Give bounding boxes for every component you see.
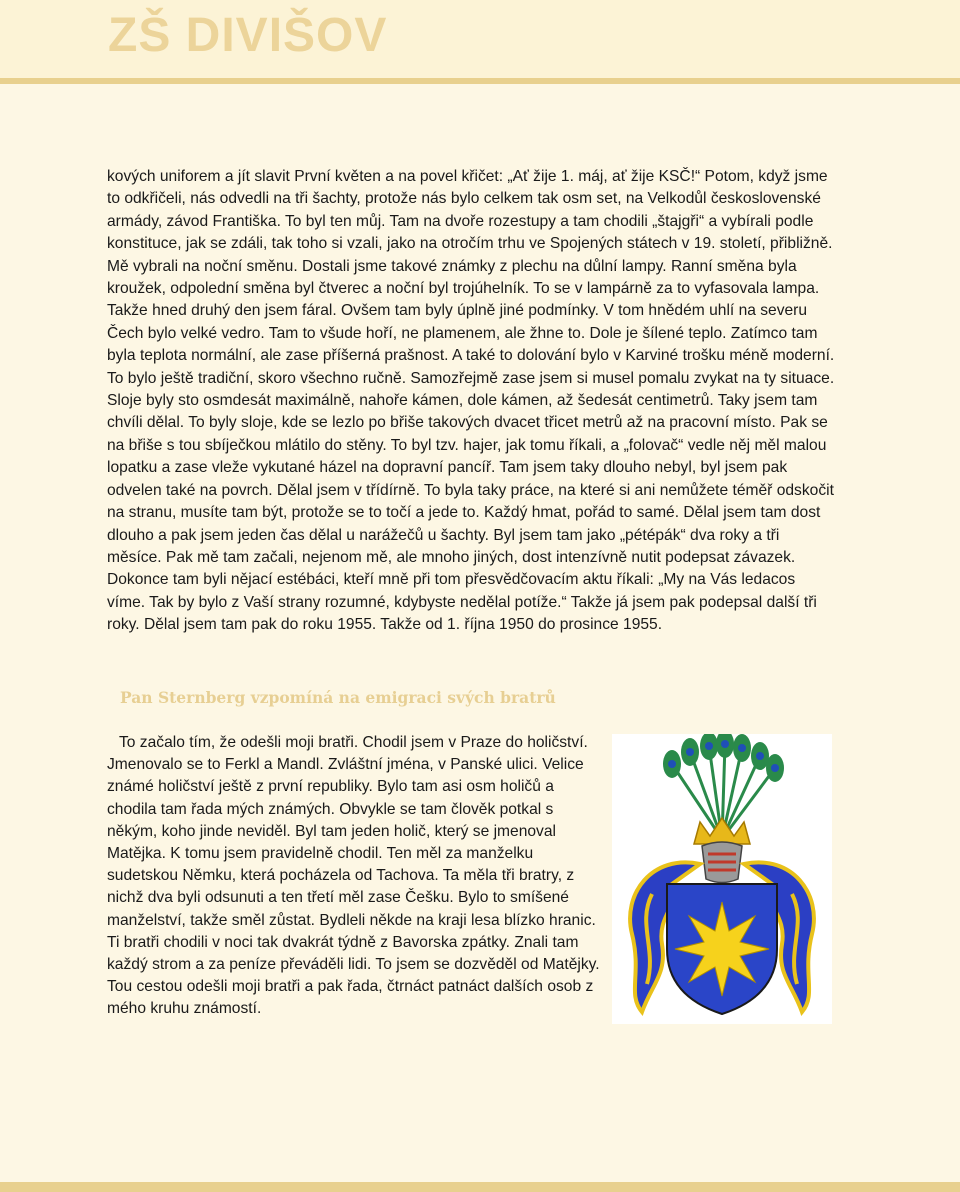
coat-of-arms-image xyxy=(612,734,832,1024)
coat-of-arms-icon xyxy=(612,734,832,1024)
header-band xyxy=(0,0,960,84)
section-body xyxy=(107,732,603,1021)
star-shape xyxy=(675,902,769,996)
article-body xyxy=(107,166,835,637)
section-paragraph: To začalo tím, že odešli moji bratři. Chodil jsem v Praze do holičství. Jmenovalo se to Ferkl a Mandl. Zvláštní jména, v Panské ulici. Velice známé holičství ještě z první republiky. Bylo tam asi osm holičů a chodila tam řada mých známých. Obvykle se tam člověk potkal s někým, koho jinde neviděl. Byl tam jeden holič, který se jmenoval Matějka. K tomu jsem pravidelně chodil. Ten měl za manželku sudetskou Němku, která pocházela od Tachova. Ta měla tři bratry, z nichž dva byli odsunuti a ten třetí měl zase Češku. Bylo to smíšené manželství, takže směl zůstat. Bydleli někde na kraji lesa blízko hranic. Ti bratři chodili v noci tak dvakrát týdně z Bavorska zpátky. Znali tam každý strom a za peníze převáděli lidi. To jsem se dozvěděl od Matějky. Tou cestou odešli moji bratři a pak řada, čtrnáct patnáct dalších osob z mého kruhu známostí. xyxy=(107,734,600,1018)
article-paragraph: kových uniforem a jít slavit První květen a na povel křičet: „Ať žije 1. máj, ať žije KSČ!“ Potom, když jsme to odkřičeli, nás odvedli na tři šachty, protože nás bylo celkem tak osm set, na Velkodůl československé armády, závod Františka. To byl ten můj. Tam na dvoře rozestupy a tam chodili „štajgři“ a vybírali podle konstituce, jak se zdáli, tak toho si vzali, jako na otročím trhu ve Spojených státech v 19. století, přibližně. Mě vybrali na noční směnu. Dostali jsme takové známky z plechu na důlní lampy. Ranní směna byla kroužek, odpolední směna byl čtverec a noční byl trojúhelník. To se v lampárně za to vyfasovala lampa. Takže hned druhý den jsem fáral. Ovšem tam byly úplně jiné podmínky. V tom hnědém uhlí na severu Čech bylo velké vedro. Tam to všude hoří, ne plamenem, ale žhne to. Dole je šílené teplo. Zatímco tam byla teplota normální, ale zase příšerná prašnost. A také to dolování bylo v Karviné trošku méně moderní. To bylo ještě tradiční, skoro všechno ručně. Samozřejmě zase jsem si musel pomalu zvykat na ty situace. Sloje byly sto osmdesát maximálně, nahoře kámen, dole kámen, až šedesát centimetrů. Taky jsem tam chvíli dělal. To byly sloje, kde se lezlo po břiše takových dvacet třicet metrů až na pracovní místo. Pak se na břiše s tou sbíječkou mlátilo do stěny. To byl tzv. hajer, jak tomu říkali, a „folovač“ vedle něj měl malou lopatku a zase vleže vykutané házel na dopravní pancíř. Tam jsem taky dlouho nebyl, byl jsem pak odvelen také na povrch. Dělal jsem v třídírně. To byla taky práce, na které si ani nemůžete téměř odskočit na stranu, musíte tam být, protože se to točí a jede to. Každý hmat, pořád to samé. Dělal jsem tam dost dlouho a pak jsem jeden čas dělal u narážečů u šachty. Byl jsem tam jako „pétépák“ dva roky a tři měsíce. Pak mě tam začali, nejenom mě, ale mnoho jiných, dost intenzívně nutit podepsat závazek. Dokonce tam byli nějací estébáci, kteří mně při tom přesvědčovacím aktu říkali: „My na Vás ledacos víme. Tak by bylo z Vaší strany rozumné, kdybyste nedělal potíže.“ Takže já jsem pak podepsal další tři roky. Dělal jsem tam pak do roku 1955. Takže od 1. října 1950 do prosince 1955. xyxy=(107,168,835,634)
page-title: ZŠ DIVIŠOV xyxy=(108,9,388,62)
crown-shape xyxy=(694,818,750,844)
section-heading: Pan Sternberg vzpomíná na emigraci svých bratrů xyxy=(120,688,556,707)
footer-band xyxy=(0,1182,960,1192)
